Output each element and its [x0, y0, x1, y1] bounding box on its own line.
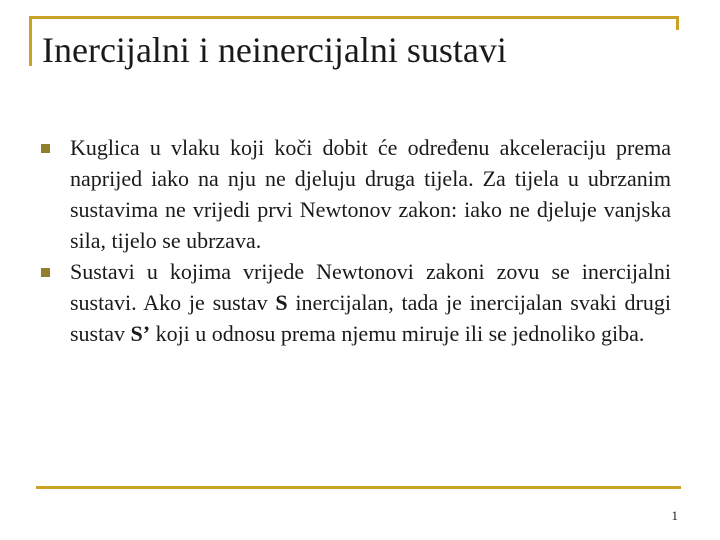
- frame-s-prime-symbol: S’: [130, 321, 151, 346]
- bullet-2-text-part-3: koji u odnosu prema njemu miruje ili se jednoliko giba.: [150, 321, 645, 346]
- bottom-border-line: [36, 486, 681, 489]
- top-border-line: [29, 16, 679, 19]
- square-bullet-icon: [41, 268, 50, 277]
- bullet-2-text-part-2: inercijalan, tada je inercijalan svaki drugi sustav: [70, 290, 671, 346]
- left-border-line: [29, 16, 32, 66]
- right-border-tick: [676, 16, 679, 30]
- bullet-item-1: [38, 132, 671, 256]
- bullet-item-2: [38, 256, 671, 349]
- bullet-2-text-part-1: Sustavi u kojima vrijede Newtonovi zakoni zovu se inercijalni sustavi. Ako je sustav: [70, 259, 671, 315]
- bullet-text-2: [70, 256, 671, 349]
- frame-s-symbol: S: [275, 290, 288, 315]
- bullet-list: [38, 132, 671, 349]
- page-number: 1: [671, 508, 678, 523]
- slide-title: Inercijalni i neinercijalni sustavi: [42, 30, 507, 70]
- bullet-text-1: Kuglica u vlaku koji koči dobit će određenu akceleraciju prema naprijed iako na nju ne djeluju druga tijela. Za tijela u ubrzanim sustavima ne vrijedi prvi Newtonov zakon: iako ne djeluje vanjska sila, tijelo se ubrzava.: [70, 135, 671, 253]
- square-bullet-icon: [41, 144, 50, 153]
